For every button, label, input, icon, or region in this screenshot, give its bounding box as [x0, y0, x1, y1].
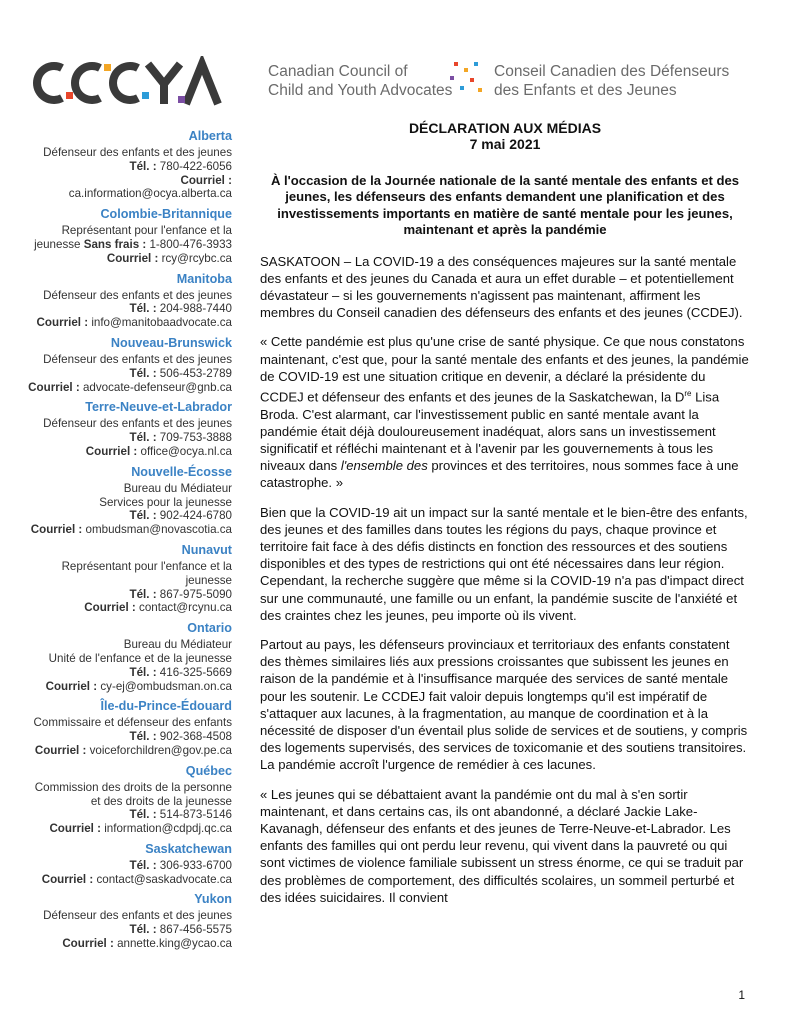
province-contact — [0, 400, 232, 458]
contact-label: Courriel : — [85, 444, 138, 458]
province-name: Ontario — [187, 621, 232, 636]
contact-line — [0, 289, 232, 303]
contact-text: Représentant pour l'enfance et la — [61, 559, 232, 573]
phone-number: 514-873-5146 — [159, 808, 232, 822]
contact-line — [0, 367, 232, 381]
contact-label: Courriel : — [41, 872, 94, 886]
cccya-logo — [28, 56, 224, 110]
contact-label: Tél. : — [129, 923, 157, 937]
paragraph-2-part-1: « Cette pandémie est plus qu'une crise de santé physique. Ce que nous constatons maintenant, c'est que, pour la santé mentale des enfants et des jeunes, la pandémie de COVID-19 est une situation critique en devenir, a déclaré la présidente du CCDEJ et défenseur des enfants et des jeunes de la Saskatchewan, la D — [260, 334, 749, 405]
contact-line — [0, 238, 232, 252]
contact-line — [0, 652, 232, 666]
contact-line — [0, 873, 232, 887]
org-name-english — [268, 62, 452, 100]
phone-number: 1-800-476-3933 — [149, 237, 232, 251]
contact-text: ca.information@ocya.alberta.ca — [68, 187, 232, 201]
contact-label: Tél. : — [129, 366, 157, 380]
contact-line — [0, 859, 232, 873]
contact-label: Tél. : — [129, 302, 157, 316]
contact-line — [0, 316, 232, 330]
phone-number: 867-975-5090 — [159, 587, 232, 601]
paragraph-2 — [260, 333, 750, 491]
paragraph-5: « Les jeunes qui se débattaient avant la pandémie ont du mal à s'en sortir maintenant, et dans certains cas, ils ont abandonné, a déclaré Jackie Lake-Kavanagh, défenseur des enfants et des jeunes de Terre-Neuve-et-Labrador. Les enfants des familles qui ont perdu leur revenu, qui vivent dans la pauvreté ou qui sont victimes de violence familiale subissent un stress énorme, ce qui se traduit par des problèmes de comportement, des difficultés scolaires, un sommeil perturbé et des idées suicidaires. Il convient — [260, 786, 744, 905]
contact-line — [0, 808, 232, 822]
phone-number: 902-424-6780 — [159, 509, 232, 523]
contact-label: Tél. : — [129, 431, 157, 445]
paragraph-2-part-2: Lisa Broda. C'est alarmant, car l'investissement public en santé mentale avant la pandémie était déjà douloureusement inadéquat, alors sans un investissement significatif et réfléchi maintenant et à l'avenir par les gouvernements à tous les niveaux dans — [260, 389, 720, 474]
paragraph-2-italic: l'ensemble des — [340, 458, 428, 474]
contact-text: Services pour la jeunesse — [99, 495, 232, 509]
paragraph-4: Partout au pays, les défenseurs provinciaux et territoriaux des enfants constatent des thèmes similaires liés aux pressions croissantes que subissent les jeunes en raison de la pandémie et à l'insuffisance marquée des services de santé mentale pour les soutenir. Le CCDEJ fait valoir depuis longtemps qu'il est impératif de s'attaquer aux lacunes, à la fragmentation, au manque de coordination et à la nécessité de disposer d'un éventail plus solide de services et de soutiens, y compris des logements supervisés, des services de toxicomanie et des soutiens transitoires. La pandémie accroît l'urgence de remédier à ces lacunes. — [260, 637, 748, 773]
email-link[interactable]: cy-ej@ombudsman.on.ca — [100, 679, 232, 693]
contact-text: Commissaire et défenseur des enfants — [33, 716, 232, 730]
contact-text: Unité de l'enfance et de la jeunesse — [48, 651, 232, 665]
contact-label: Courriel : — [45, 679, 98, 693]
contact-line — [0, 381, 232, 395]
contact-label: Tél. : — [129, 858, 157, 872]
contact-label: Tél. : — [129, 665, 157, 679]
province-name: Nunavut — [181, 542, 232, 557]
contact-text: Défenseur des enfants et des jeunes — [43, 909, 232, 923]
province-contact — [0, 272, 232, 330]
contact-line — [0, 353, 232, 367]
phone-number: 867-456-5575 — [159, 923, 232, 937]
contact-line — [0, 574, 232, 588]
province-contact — [0, 621, 232, 693]
page-number: 1 — [738, 988, 745, 1002]
contact-line — [0, 588, 232, 602]
contact-line — [0, 638, 232, 652]
paragraph-1: SASKATOON – La COVID-19 a des conséquences majeures sur la santé mentale des enfants et des jeunes du Canada et aura un effet durable – et potentiellement dévastateur – si les gouvernements n'agissent pas maintenant, affirment les membres du Conseil canadien des défenseurs des enfants et des jeunes (CCDEJ). — [260, 253, 743, 321]
province-name: Manitoba — [176, 271, 232, 286]
contact-text: Défenseur des enfants et des jeunes — [43, 417, 232, 431]
contact-line — [0, 730, 232, 744]
email-link[interactable]: ombudsman@novascotia.ca — [85, 523, 232, 537]
contact-text: Commission des droits de la personne — [34, 780, 232, 794]
org-name-french — [494, 62, 729, 100]
phone-number: 204-988-7440 — [159, 302, 232, 316]
contact-line — [0, 601, 232, 615]
advocates-contact-sidebar — [0, 129, 232, 957]
province-contact — [0, 699, 232, 757]
contact-line — [0, 923, 232, 937]
province-name: Île-du-Prince-Édouard — [100, 699, 232, 714]
province-contact — [0, 543, 232, 615]
province-contact — [0, 842, 232, 887]
contact-label: Courriel : — [36, 316, 89, 330]
phone-number: 780-422-6056 — [159, 159, 232, 173]
contact-label: Courriel : — [49, 822, 101, 836]
contact-text: jeunesse — [34, 237, 81, 251]
contact-line — [0, 146, 232, 160]
contact-line — [0, 224, 232, 238]
phone-number: 416-325-5669 — [159, 665, 232, 679]
phone-number: 709-753-3888 — [159, 431, 232, 445]
contact-text: jeunesse — [185, 573, 232, 587]
province-name: Nouvelle-Écosse — [131, 464, 232, 479]
release-date: 7 mai 2021 — [469, 136, 541, 152]
province-name: Saskatchewan — [145, 841, 232, 856]
phone-number: 506-453-2789 — [159, 366, 232, 380]
contact-text: Bureau du Médiateur — [123, 481, 232, 495]
contact-line — [0, 160, 232, 174]
contact-line — [0, 174, 232, 188]
province-name: Terre-Neuve-et-Labrador — [85, 400, 232, 415]
province-name: Nouveau-Brunswick — [110, 335, 232, 350]
org-name-fr-line2: des Enfants et des Jeunes — [494, 82, 677, 99]
contact-label: Courriel : — [106, 251, 159, 265]
contact-label: Courriel : — [28, 380, 80, 394]
contact-label: Courriel : — [84, 601, 136, 615]
org-name-en-line1: Canadian Council of — [268, 63, 408, 80]
province-contact — [0, 207, 232, 265]
email-link[interactable]: info@manitobaadvocate.ca — [91, 316, 232, 330]
release-headline: À l'occasion de la Journée nationale de la santé mentale des enfants et des jeunes, les défenseurs des enfants demandent une planification et des investissements importants en matière de santé mentale pour les jeunes, maintenant et après la pandémie — [270, 173, 740, 238]
contact-line — [0, 795, 232, 809]
province-contact — [0, 764, 232, 836]
contact-text: Défenseur des enfants et des jeunes — [43, 288, 232, 302]
contact-label: Tél. : — [129, 509, 157, 523]
province-name: Alberta — [188, 129, 232, 143]
release-title: DÉCLARATION AUX MÉDIAS — [408, 120, 602, 136]
contact-label: Courriel : — [30, 523, 83, 537]
contact-label: Courriel : — [34, 743, 87, 757]
press-release — [260, 120, 750, 918]
email-link[interactable]: rcy@rcybc.ca — [161, 251, 232, 265]
contact-line — [0, 909, 232, 923]
email-link[interactable]: annette.king@ycao.ca — [117, 937, 232, 951]
paragraph-3: Bien que la COVID-19 ait un impact sur la santé mentale et le bien-être des enfants, des jeunes et des familles dans toutes les régions du pays, chaque province et territoire fait face à des défis distincts en fonction des ressources et des soutiens disponibles et des types de restrictions qui ont été nécessaires dans leur région. Cependant, la recherche suggère que même si la COVID-19 n'a pas d'impact direct sur une communauté, une famille ou un enfant, la pandémie suscite de l'anxiété et des craintes chez les jeunes, peu importe où ils vivent. — [260, 504, 748, 623]
contact-label: Sans frais : — [83, 237, 147, 251]
contact-text: Défenseur des enfants et des jeunes — [43, 146, 232, 159]
contact-text: Défenseur des enfants et des jeunes — [43, 352, 232, 366]
contact-line — [0, 716, 232, 730]
contact-line — [0, 302, 232, 316]
paragraph-2-sup: re — [684, 389, 692, 399]
contact-text: Représentant pour l'enfance et la — [61, 224, 232, 238]
contact-line — [0, 509, 232, 523]
province-contact — [0, 892, 232, 950]
contact-text: et des droits de la jeunesse — [90, 794, 232, 808]
contact-line — [0, 417, 232, 431]
province-name: Colombie-Britannique — [100, 207, 232, 222]
contact-line — [0, 560, 232, 574]
contact-label: Tél. : — [129, 587, 157, 601]
contact-line — [0, 666, 232, 680]
contact-text: Bureau du Médiateur — [123, 638, 232, 652]
contact-line — [0, 187, 232, 201]
contact-line — [0, 482, 232, 496]
contact-line — [0, 744, 232, 758]
org-name-en-line2: Child and Youth Advocates — [268, 82, 453, 99]
contact-line — [0, 781, 232, 795]
email-link[interactable]: voiceforchildren@gov.pe.ca — [89, 743, 232, 757]
contact-label: Tél. : — [129, 808, 157, 822]
email-link[interactable]: advocate-defenseur@gnb.ca — [82, 380, 232, 394]
contact-line — [0, 523, 232, 537]
email-link[interactable]: contact@rcynu.ca — [139, 601, 232, 615]
contact-line — [0, 937, 232, 951]
paragraph-2-part-3: provinces et des territoires, nous sommes face à une catastrophe. » — [260, 458, 739, 491]
province-contact — [0, 129, 232, 201]
contact-line — [0, 445, 232, 459]
contact-label: Courriel : — [180, 173, 232, 187]
phone-number: 306-933-6700 — [159, 858, 232, 872]
contact-line — [0, 822, 232, 836]
contact-line — [0, 431, 232, 445]
province-name: Québec — [185, 763, 232, 778]
contact-line — [0, 252, 232, 266]
contact-label: Tél. : — [129, 730, 157, 744]
contact-line — [0, 496, 232, 510]
province-name: Yukon — [194, 892, 232, 907]
contact-label: Courriel : — [62, 937, 114, 951]
email-link[interactable]: office@ocya.nl.ca — [140, 444, 232, 458]
decorative-dots — [440, 58, 490, 102]
email-link[interactable]: contact@saskadvocate.ca — [96, 872, 232, 886]
org-name-fr-line1: Conseil Canadien des Défenseurs — [494, 63, 730, 80]
contact-line — [0, 680, 232, 694]
province-contact — [0, 336, 232, 394]
email-link[interactable]: information@cdpdj.qc.ca — [104, 822, 232, 836]
province-contact — [0, 465, 232, 537]
phone-number: 902-368-4508 — [159, 730, 232, 744]
contact-label: Tél. : — [129, 159, 157, 173]
